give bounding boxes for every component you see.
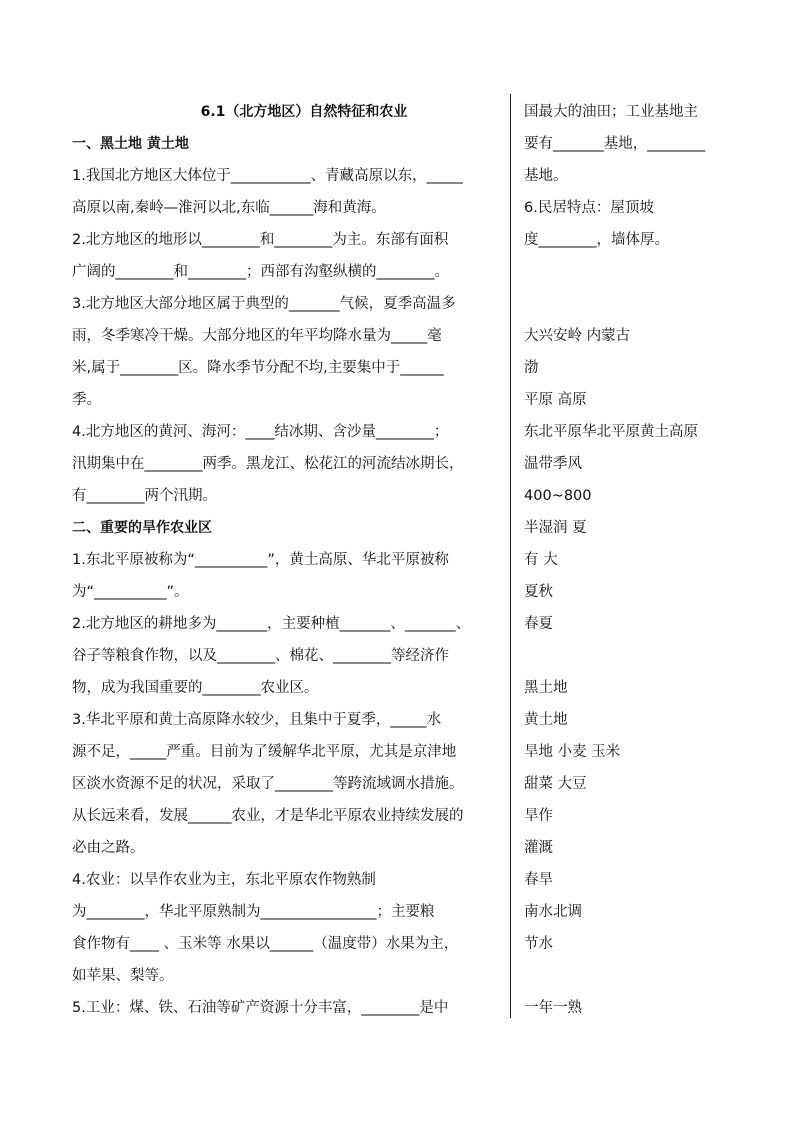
question-line: 源不足，_____严重。目前为了缓解华北平原，尤其是京津地: [72, 744, 457, 760]
question-line: 谷子等粮食作物，以及________、棉花、________等经济作: [72, 648, 449, 664]
question-line: 为________，华北平原熟制为________________；主要粮: [72, 904, 435, 920]
answer-line: 度________，墙体厚。: [524, 232, 669, 248]
answer-line: 春旱: [524, 872, 553, 888]
answer-line: 春夏: [524, 616, 553, 632]
question-line: 1.我国北方地区大体位于___________、青藏高原以东，_____: [72, 168, 463, 184]
answer-line: 渤: [524, 360, 539, 376]
question-line: 2.北方地区的地形以________和________为主。东部有面积: [72, 232, 449, 248]
question-line: 3.北方地区大部分地区属于典型的_______气候，夏季高温多: [72, 296, 456, 312]
page-title: 6.1（北方地区）自然特征和农业: [200, 104, 408, 120]
section-heading: 一、黑土地 黄土地: [72, 136, 189, 152]
answer-line: 半湿润 夏: [524, 520, 587, 536]
section-heading: 二、重要的旱作农业区: [72, 520, 212, 536]
question-line: 区淡水资源不足的状况，采取了________等跨流域调水措施。: [72, 776, 464, 792]
answer-line: 平原 高原: [524, 392, 587, 408]
answer-line: 6.民居特点：屋顶坡: [524, 200, 654, 216]
question-line: 雨，冬季寒冷干燥。大部分地区的年平均降水量为_____毫: [72, 328, 442, 344]
answer-line: 旱作: [524, 808, 553, 824]
question-line: 1.东北平原被称为“__________”，黄土高原、华北平原被称: [72, 552, 449, 568]
answer-line: 黑土地: [524, 680, 568, 696]
question-line: 高原以南,秦岭—淮河以北,东临______海和黄海。: [72, 200, 386, 216]
question-line: 广阔的________和________；西部有沟壑纵横的________。: [72, 264, 449, 280]
answer-line: 甜菜 大豆: [524, 776, 587, 792]
question-line: 5.工业：煤、铁、石油等矿产资源十分丰富，________是中: [72, 1000, 449, 1016]
answers-column: [524, 96, 734, 1024]
question-line: 物，成为我国重要的________农业区。: [72, 680, 319, 696]
question-line: 从长远来看，发展______农业，才是华北平原农业持续发展的: [72, 808, 464, 824]
question-line: 必由之路。: [72, 840, 145, 856]
question-line: 米,属于________区。降水季节分配不均,主要集中于______: [72, 360, 444, 376]
answer-line: 夏秋: [524, 584, 553, 600]
question-line: 季。: [72, 392, 101, 408]
question-line: 汛期集中在________两季。黑龙江、松花江的河流结冰期长，: [72, 456, 464, 472]
answer-line: 南水北调: [524, 904, 582, 920]
answer-line: 东北平原华北平原黄土高原: [524, 424, 698, 440]
answer-line: 400~800: [524, 488, 592, 504]
answer-line: [524, 640, 734, 672]
questions-column: [72, 96, 506, 1024]
answer-line: [524, 256, 734, 288]
answer-line: 灌溉: [524, 840, 553, 856]
column-divider: [510, 94, 511, 1018]
answer-line: 要有_______基地，________: [524, 136, 706, 152]
answer-line: 大兴安岭 内蒙古: [524, 328, 631, 344]
answer-line: 黄土地: [524, 712, 568, 728]
question-line: 如苹果、梨等。: [72, 968, 174, 984]
answer-line: [524, 288, 734, 320]
answer-line: 温带季风: [524, 456, 582, 472]
answer-line: 基地。: [524, 168, 568, 184]
answer-line: 有 大: [524, 552, 558, 568]
question-line: 有________两个汛期。: [72, 488, 217, 504]
answer-line: 节水: [524, 936, 553, 952]
answer-line: 旱地 小麦 玉米: [524, 744, 621, 760]
question-line: 4.农业：以旱作农业为主，东北平原农作物熟制: [72, 872, 376, 888]
answer-line: 国最大的油田；工业基地主: [524, 104, 698, 120]
question-line: 4.北方地区的黄河、海河：____结冰期、含沙量________；: [72, 424, 449, 440]
question-line: 2.北方地区的耕地多为_______，主要种植_______、_______、: [72, 616, 471, 632]
answer-line: [524, 960, 734, 992]
answer-line: 一年一熟: [524, 1000, 582, 1016]
question-line: 为“__________”。: [72, 584, 189, 600]
question-line: 3.华北平原和黄土高原降水较少，且集中于夏季，_____水: [72, 712, 442, 728]
question-line: 食作物有____ 、玉米等 水果以______（温度带）水果为主，: [72, 936, 459, 952]
